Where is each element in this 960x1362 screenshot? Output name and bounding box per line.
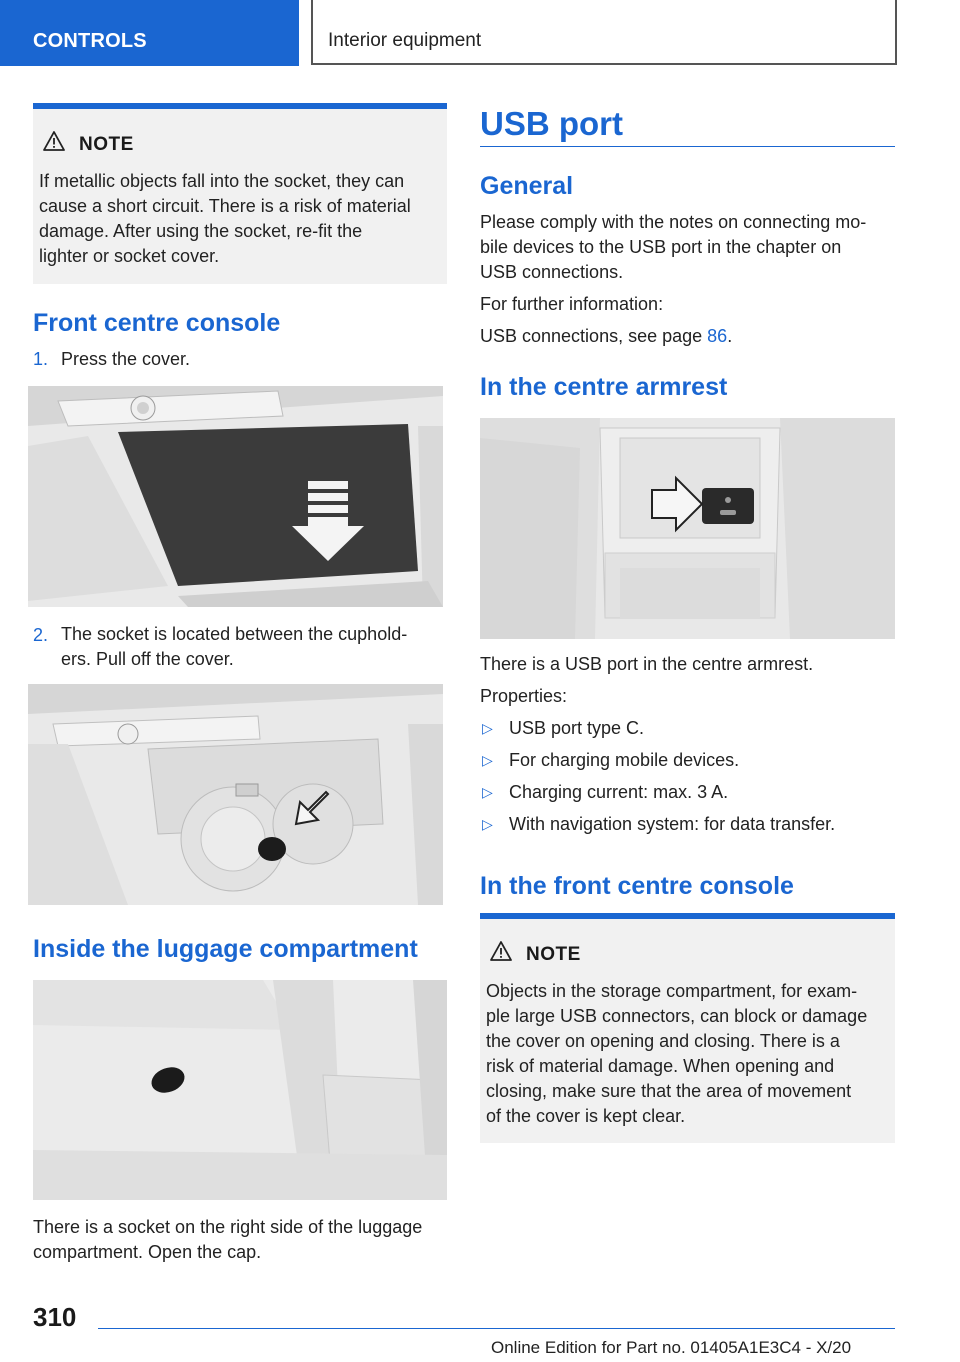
property-item: With navigation system: for data transfer.	[509, 814, 836, 834]
heading-usb-port: USB port	[480, 105, 623, 142]
image-luggage-socket	[33, 980, 447, 1200]
section-title: CONTROLS	[33, 30, 147, 52]
note-line: cause a short circuit. There is a risk of material	[39, 196, 411, 216]
step-text: Press the cover.	[61, 349, 191, 369]
general-text: USB connections.	[480, 262, 624, 282]
note-title: NOTE	[526, 944, 581, 965]
note-line: damage. After using the socket, re-fit the	[39, 221, 363, 241]
section-tab	[0, 0, 299, 66]
note-box-storage	[480, 913, 895, 1143]
note-line: closing, make sure that the area of movement	[486, 1081, 852, 1101]
heading-luggage-compartment: Inside the luggage compartment	[33, 935, 418, 963]
note-line: the cover on opening and closing. There is a	[486, 1031, 840, 1051]
heading-centre-armrest: In the centre armrest	[480, 373, 728, 401]
heading-general: General	[480, 172, 574, 200]
armrest-text: Properties:	[480, 686, 568, 706]
note-line: risk of material damage. When opening and	[486, 1056, 835, 1076]
general-reference	[480, 324, 732, 349]
heading-front-centre-console-usb: In the front centre console	[480, 872, 794, 900]
note-line: of the cover is kept clear.	[486, 1106, 686, 1126]
step-text: ers. Pull off the cover.	[61, 649, 234, 669]
edition-info: Online Edition for Part no. 01405A1E3C4 - X/20	[491, 1338, 852, 1357]
reference-suffix: .	[727, 326, 733, 346]
armrest-text: There is a USB port in the centre armrest.	[480, 654, 814, 674]
property-item: USB port type C.	[509, 718, 645, 738]
note-title: NOTE	[79, 134, 134, 155]
title-rule	[480, 146, 895, 147]
bullet-icon: ▷	[482, 720, 493, 736]
luggage-text: compartment. Open the cap.	[33, 1242, 262, 1262]
page-number: 310	[33, 1302, 77, 1332]
page-link-86[interactable]: 86	[707, 326, 728, 346]
step-text: The socket is located between the cuphold-	[61, 624, 408, 644]
bullet-icon: ▷	[482, 784, 493, 800]
image-press-cover	[28, 386, 443, 607]
bullet-icon: ▷	[482, 816, 493, 832]
general-text: For further information:	[480, 294, 664, 314]
reference-prefix: USB connections, see page	[480, 326, 708, 346]
warning-triangle-icon	[43, 131, 65, 151]
footer-rule	[98, 1328, 895, 1329]
note-line: Objects in the storage compartment, for exam-	[486, 981, 858, 1001]
bullet-icon: ▷	[482, 752, 493, 768]
image-cupholder-socket	[28, 684, 443, 905]
warning-triangle-icon	[490, 941, 512, 961]
note-header	[69, 134, 134, 156]
property-item: For charging mobile devices.	[509, 750, 740, 770]
chapter-box	[311, 0, 897, 65]
note-box-metallic	[33, 103, 447, 284]
chapter-title: Interior equipment	[328, 30, 482, 51]
luggage-text: There is a socket on the right side of the luggage	[33, 1217, 423, 1237]
note-header	[516, 944, 581, 966]
image-armrest-usb	[480, 418, 895, 639]
general-text: Please comply with the notes on connecting mo-	[480, 212, 867, 232]
heading-front-centre-console: Front centre console	[33, 309, 281, 337]
step-number: 2.	[33, 625, 49, 645]
step-number: 1.	[33, 349, 49, 369]
note-line: If metallic objects fall into the socket, they can	[39, 171, 405, 191]
general-text: bile devices to the USB port in the chapter on	[480, 237, 842, 257]
note-line: ple large USB connectors, can block or damage	[486, 1006, 868, 1026]
note-line: lighter or socket cover.	[39, 246, 220, 266]
property-item: Charging current: max. 3 A.	[509, 782, 729, 802]
